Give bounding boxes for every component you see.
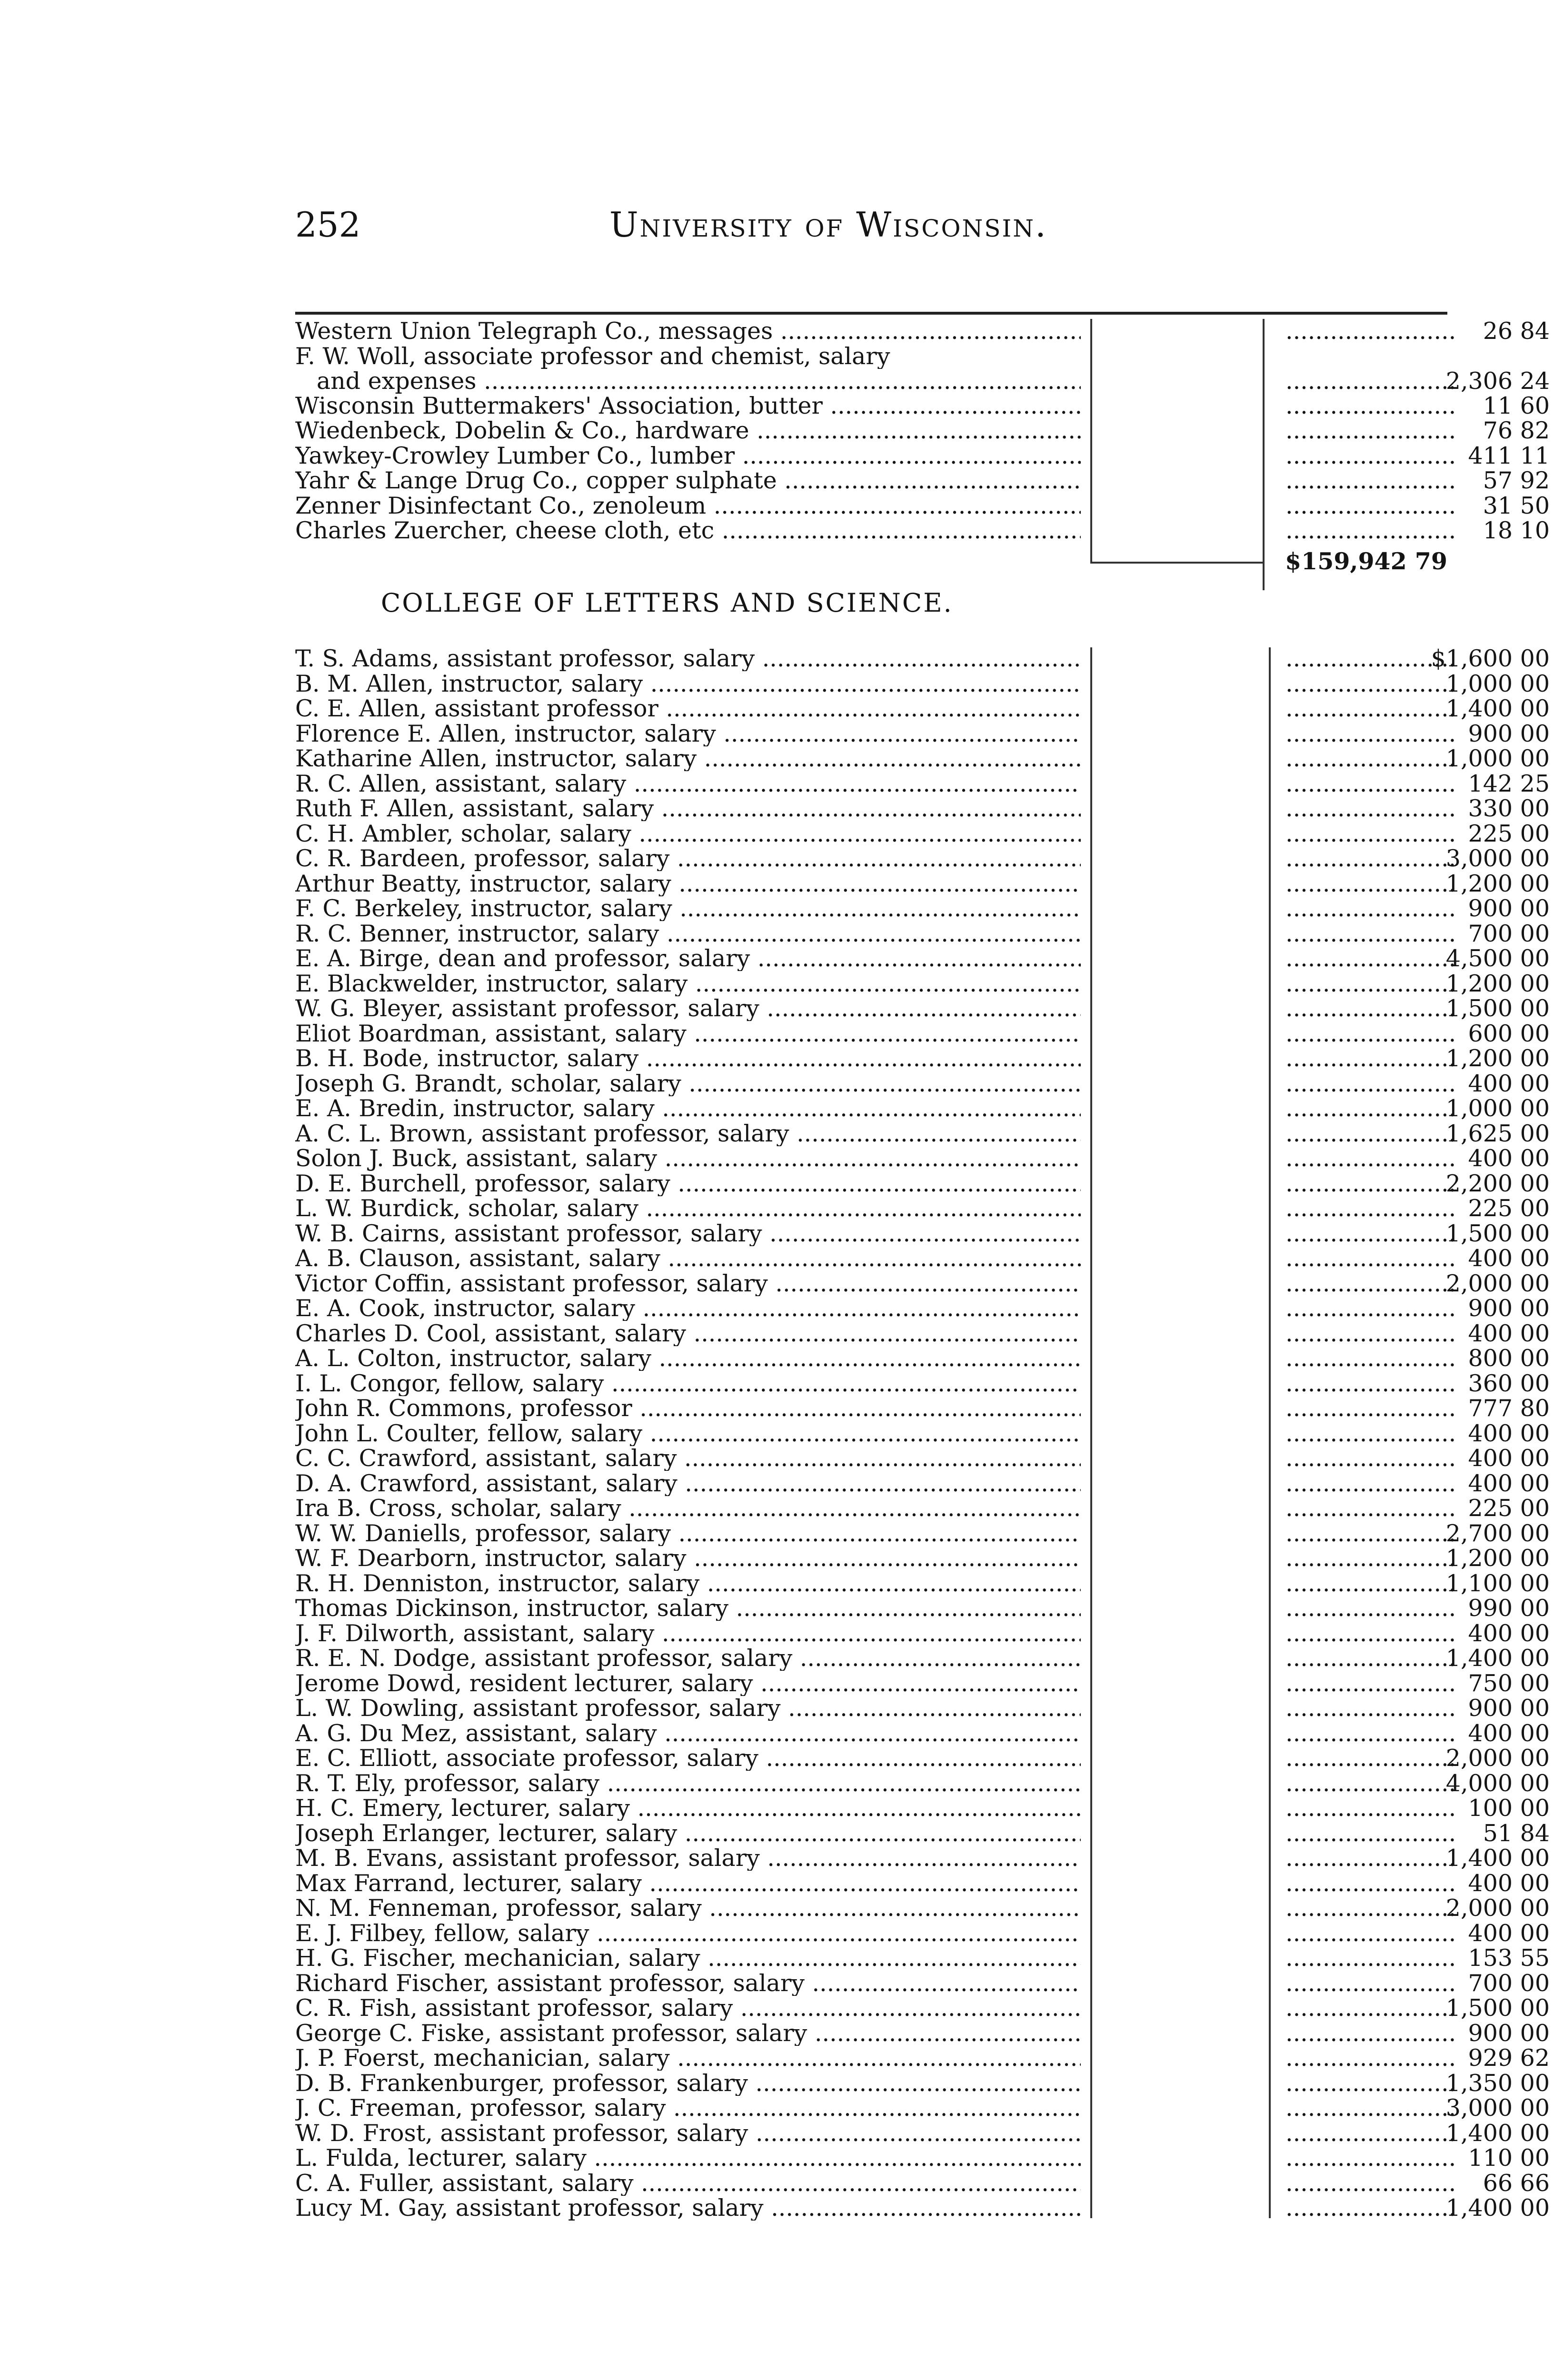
- row-amount: 400 00: [1468, 1419, 1550, 1447]
- ledger-row: [295, 1295, 1550, 1322]
- row-amount: 51 84: [1483, 1819, 1550, 1847]
- ledger-row: [295, 1195, 1550, 1222]
- total-column-leader: [1276, 922, 1457, 946]
- row-description: Joseph Erlanger, lecturer, salary .....: [295, 1821, 1081, 1846]
- ledger-row: [295, 920, 1550, 947]
- row-description: C. R. Fish, assistant professor, salary .....: [295, 1996, 1081, 2021]
- total-column-leader: [1276, 2171, 1457, 2196]
- row-description: H. C. Emery, lecturer, salary .....: [295, 1796, 1081, 1821]
- row-amount: 1,100 00: [1445, 1569, 1550, 1597]
- row-amount: 900 00: [1468, 895, 1550, 922]
- row-amount: 700 00: [1468, 920, 1550, 947]
- ledger-row: [295, 442, 1550, 469]
- row-description: George C. Fiske, assistant professor, salary .....: [295, 2021, 1081, 2046]
- row-amount: 1,200 00: [1445, 870, 1550, 897]
- ledger-row: [295, 492, 1550, 519]
- row-description: Jerome Dowd, resident lecturer, salary .....: [295, 1671, 1081, 1696]
- ledger-row: [295, 720, 1550, 747]
- ledger-row: [295, 1919, 1550, 1947]
- row-amount: 4,000 00: [1445, 1769, 1550, 1797]
- row-amount: 400 00: [1468, 1245, 1550, 1272]
- ledger-row: [295, 2169, 1550, 2197]
- row-description: W. F. Dearborn, instructor, salary .....: [295, 1546, 1081, 1571]
- ledger-row: [295, 1894, 1550, 1922]
- ledger-row: [295, 1345, 1550, 1372]
- row-amount: 750 00: [1468, 1669, 1550, 1697]
- total-column-leader: [1276, 872, 1457, 896]
- row-amount: 900 00: [1468, 2019, 1550, 2047]
- ledger-row: [295, 670, 1550, 697]
- total-column-leader: [1276, 369, 1457, 394]
- ledger-row: [295, 2044, 1550, 2072]
- total-column-leader: [1276, 1246, 1457, 1271]
- total-column-leader: [1276, 996, 1457, 1021]
- row-amount: 1,500 00: [1445, 995, 1550, 1022]
- ledger-row: [295, 1795, 1550, 1822]
- row-description: D. B. Frankenburger, professor, salary .....: [295, 2071, 1081, 2096]
- ledger-row: [295, 645, 1550, 672]
- row-amount: 1,000 00: [1445, 1095, 1550, 1122]
- ledger-row: [295, 1120, 1550, 1147]
- row-description: J. C. Freeman, professor, salary .....: [295, 2096, 1081, 2121]
- total-column-leader: [1276, 2021, 1457, 2046]
- total-column-leader: [1276, 696, 1457, 721]
- ledger-row: [295, 745, 1550, 772]
- row-amount: 2,306 24: [1445, 367, 1550, 395]
- row-description: Western Union Telegraph Co., messages .....: [295, 319, 1081, 344]
- row-description: Solon J. Buck, assistant, salary .....: [295, 1146, 1081, 1171]
- total-column-leader: [1276, 1071, 1457, 1096]
- ledger-row: [295, 1170, 1550, 1197]
- total-column-leader: [1276, 1696, 1457, 1721]
- row-description: E. Blackwelder, instructor, salary .....: [295, 972, 1081, 996]
- ledger-row: [295, 2194, 1550, 2221]
- row-amount: 1,200 00: [1445, 970, 1550, 997]
- total-column-leader: [1276, 1546, 1457, 1571]
- college-ledger-rows: [295, 645, 1550, 2221]
- row-description: R. H. Denniston, instructor, salary .....: [295, 1571, 1081, 1596]
- row-amount: 700 00: [1468, 1969, 1550, 1997]
- ledger-row: [295, 1395, 1550, 1422]
- row-description: E. A. Cook, instructor, salary .....: [295, 1296, 1081, 1321]
- row-amount: 1,500 00: [1445, 1994, 1550, 2022]
- row-description: R. T. Ely, professor, salary .....: [295, 1771, 1081, 1796]
- ledger-row: [295, 1769, 1550, 1797]
- total-column-leader: [1276, 1521, 1457, 1546]
- total-column-leader: [1276, 946, 1457, 971]
- ledger-row: [295, 1495, 1550, 1522]
- row-description: C. A. Fuller, assistant, salary .....: [295, 2171, 1081, 2196]
- total-column-leader: [1276, 1571, 1457, 1596]
- ledger-row: [295, 1319, 1550, 1347]
- row-amount: 1,400 00: [1445, 695, 1550, 722]
- total-column-leader: [1276, 1921, 1457, 1946]
- total-column-leader: [1276, 796, 1457, 821]
- total-column-leader: [1276, 1321, 1457, 1346]
- row-description: Florence E. Allen, instructor, salary .....: [295, 722, 1081, 746]
- ledger-row: [295, 1419, 1550, 1447]
- row-amount: 400 00: [1468, 1719, 1550, 1747]
- row-description: A. G. Du Mez, assistant, salary .....: [295, 1721, 1081, 1746]
- section-heading: COLLEGE OF LETTERS AND SCIENCE.: [381, 588, 953, 618]
- ledger-row: [295, 1545, 1550, 1572]
- page-number: 252: [295, 205, 361, 245]
- row-amount: 777 80: [1468, 1395, 1550, 1422]
- row-amount: 1,400 00: [1445, 2194, 1550, 2221]
- ledger-row: [295, 695, 1550, 722]
- total-column-leader: [1276, 444, 1457, 468]
- row-amount: 900 00: [1468, 720, 1550, 747]
- ledger-row: [295, 1969, 1550, 1997]
- total-column-leader: [1276, 468, 1457, 493]
- row-amount: 1,625 00: [1445, 1120, 1550, 1147]
- ledger-row: [295, 1095, 1550, 1122]
- row-amount: 400 00: [1468, 1919, 1550, 1947]
- ledger-row: [295, 417, 1550, 444]
- row-description: W. W. Daniells, professor, salary .....: [295, 1521, 1081, 1546]
- ledger-row: [295, 1595, 1550, 1622]
- row-description: Ruth F. Allen, assistant, salary .....: [295, 796, 1081, 821]
- row-amount: 1,350 00: [1445, 2069, 1550, 2097]
- row-description: E. A. Birge, dean and professor, salary .....: [295, 946, 1081, 971]
- ledger-row: [295, 1944, 1550, 1972]
- total-column-leader: [1276, 772, 1457, 796]
- total-column-leader: [1276, 2196, 1457, 2221]
- row-amount: 400 00: [1468, 1445, 1550, 1472]
- row-amount: 411 11: [1468, 442, 1550, 469]
- row-amount: 3,000 00: [1445, 845, 1550, 872]
- total-column-leader: [1276, 1021, 1457, 1046]
- row-description: C. E. Allen, assistant professor .....: [295, 696, 1081, 721]
- row-amount: 990 00: [1468, 1595, 1550, 1622]
- ledger-row: [295, 2094, 1550, 2122]
- row-amount: 26 84: [1483, 317, 1550, 345]
- total-column-leader: [1276, 1096, 1457, 1121]
- row-description: Max Farrand, lecturer, salary .....: [295, 1871, 1081, 1896]
- ledger-row: [295, 1369, 1550, 1397]
- ledger-row: [295, 995, 1550, 1022]
- row-description: F. C. Berkeley, instructor, salary .....: [295, 896, 1081, 921]
- total-column-leader: [1276, 1346, 1457, 1371]
- row-amount: 225 00: [1468, 820, 1550, 847]
- row-description: D. A. Crawford, assistant, salary .....: [295, 1471, 1081, 1496]
- row-description: Arthur Beatty, instructor, salary .....: [295, 872, 1081, 896]
- ledger-row: [295, 1045, 1550, 1072]
- ledger-row: [295, 795, 1550, 822]
- row-description: R. C. Benner, instructor, salary .....: [295, 922, 1081, 946]
- total-column-leader: [1276, 319, 1457, 344]
- total-column-leader: [1276, 1421, 1457, 1446]
- row-amount: 225 00: [1468, 1495, 1550, 1522]
- row-description: Wisconsin Buttermakers' Association, butter .....: [295, 394, 1081, 418]
- row-description: Yawkey-Crowley Lumber Co., lumber .....: [295, 444, 1081, 468]
- ledger-row: [295, 1145, 1550, 1172]
- ledger-row: [295, 1269, 1550, 1297]
- row-amount: 400 00: [1468, 1619, 1550, 1647]
- total-column-leader: [1276, 1271, 1457, 1296]
- row-amount: 400 00: [1468, 1319, 1550, 1347]
- ledger-row: [295, 2144, 1550, 2172]
- total-column-leader: [1276, 1721, 1457, 1746]
- row-amount: 900 00: [1468, 1695, 1550, 1722]
- ledger-row: [295, 392, 1550, 419]
- ledger-row: [295, 945, 1550, 972]
- ledger-row: [295, 1519, 1550, 1547]
- row-description: L. Fulda, lecturer, salary .....: [295, 2146, 1081, 2171]
- page-title: University of Wisconsin.: [609, 205, 1047, 245]
- total-column-leader: [1276, 1121, 1457, 1146]
- row-description: A. L. Colton, instructor, salary .....: [295, 1346, 1081, 1371]
- total-column-leader: [1276, 394, 1457, 418]
- row-amount: $1,600 00: [1431, 645, 1550, 672]
- total-column-leader: [1276, 1446, 1457, 1471]
- row-description: M. B. Evans, assistant professor, salary .....: [295, 1846, 1081, 1871]
- total-column-leader: [1276, 2096, 1457, 2121]
- total-column-leader: [1276, 1646, 1457, 1671]
- ledger-row: [295, 2069, 1550, 2097]
- ledger-row: [295, 317, 1550, 345]
- total-column-leader: [1276, 1996, 1457, 2021]
- total-column-leader: [1276, 1796, 1457, 1821]
- row-description: John R. Commons, professor .....: [295, 1396, 1081, 1421]
- row-amount: 1,500 00: [1445, 1220, 1550, 1247]
- total-column-leader: [1276, 822, 1457, 846]
- row-amount: 330 00: [1468, 795, 1550, 822]
- row-amount: 2,000 00: [1445, 1745, 1550, 1772]
- row-amount: 142 25: [1468, 770, 1550, 797]
- section-total: $159,942 79: [1285, 547, 1447, 575]
- ledger-row: [295, 1869, 1550, 1897]
- total-column-leader: [1276, 1296, 1457, 1321]
- total-column-leader: [1276, 1621, 1457, 1646]
- row-amount: 600 00: [1468, 1020, 1550, 1047]
- row-amount: 110 00: [1468, 2144, 1550, 2172]
- total-column-leader: [1276, 746, 1457, 771]
- row-amount: 1,400 00: [1445, 2119, 1550, 2147]
- row-amount: 1,000 00: [1445, 745, 1550, 772]
- total-column-leader: [1276, 518, 1457, 543]
- row-amount: 2,200 00: [1445, 1170, 1550, 1197]
- ledger-row: [295, 2019, 1550, 2047]
- row-description: Zenner Disinfectant Co., zenoleum .....: [295, 494, 1081, 518]
- ledger-row: [295, 895, 1550, 922]
- row-description: W. D. Frost, assistant professor, salary .....: [295, 2121, 1081, 2146]
- total-column-leader: [1276, 1946, 1457, 1971]
- row-amount: 1,200 00: [1445, 1045, 1550, 1072]
- total-column-leader: [1276, 418, 1457, 443]
- ledger-row: [295, 2119, 1550, 2147]
- ledger-row: [295, 517, 1550, 544]
- total-column-leader: [1276, 1846, 1457, 1871]
- row-amount: 1,400 00: [1445, 1844, 1550, 1872]
- total-column-leader: [1276, 1971, 1457, 1996]
- row-amount: 2,000 00: [1445, 1894, 1550, 1922]
- row-amount: 400 00: [1468, 1869, 1550, 1897]
- ledger-row: [295, 1220, 1550, 1247]
- row-description: L. W. Dowling, assistant professor, salary .....: [295, 1696, 1081, 1721]
- total-column-leader: [1276, 646, 1457, 671]
- total-column-leader: [1276, 1396, 1457, 1421]
- row-description: T. S. Adams, assistant professor, salary .....: [295, 646, 1081, 671]
- row-description: Thomas Dickinson, instructor, salary .....: [295, 1596, 1081, 1621]
- ledger-row: [295, 820, 1550, 847]
- row-description: A. B. Clauson, assistant, salary .....: [295, 1246, 1081, 1271]
- total-column-leader: [1276, 494, 1457, 518]
- row-amount: 225 00: [1468, 1195, 1550, 1222]
- row-description: W. G. Bleyer, assistant professor, salary .....: [295, 996, 1081, 1021]
- total-column-leader: [1276, 972, 1457, 996]
- row-description: Ira B. Cross, scholar, salary .....: [295, 1496, 1081, 1521]
- row-amount: 18 10: [1483, 517, 1550, 544]
- ledger-row: [295, 870, 1550, 897]
- total-column-leader: [1276, 1146, 1457, 1171]
- row-amount: 57 92: [1483, 467, 1550, 494]
- ledger-row: [295, 970, 1550, 997]
- row-amount: 1,400 00: [1445, 1645, 1550, 1672]
- row-amount: 1,200 00: [1445, 1545, 1550, 1572]
- total-column-leader: [1276, 2121, 1457, 2146]
- row-description-continued: and expenses .....: [317, 369, 1081, 394]
- total-column-leader: [1276, 1046, 1457, 1071]
- row-description: C. C. Crawford, assistant, salary .....: [295, 1446, 1081, 1471]
- total-column-leader: [1276, 1671, 1457, 1696]
- row-description: E. J. Filbey, fellow, salary .....: [295, 1921, 1081, 1946]
- row-amount: 4,500 00: [1445, 945, 1550, 972]
- row-description: Eliot Boardman, assistant, salary .....: [295, 1021, 1081, 1046]
- row-amount: 800 00: [1468, 1345, 1550, 1372]
- total-column-leader: [1276, 1371, 1457, 1396]
- total-column-leader: [1276, 1871, 1457, 1896]
- row-description: Richard Fischer, assistant professor, salary .....: [295, 1971, 1081, 1996]
- row-amount: 66 66: [1483, 2169, 1550, 2197]
- row-description: H. G. Fischer, mechanician, salary .....: [295, 1946, 1081, 1971]
- ledger-row: [295, 1669, 1550, 1697]
- ledger-row: [295, 1719, 1550, 1747]
- row-amount: 1,000 00: [1445, 670, 1550, 697]
- row-description: W. B. Cairns, assistant professor, salary .....: [295, 1221, 1081, 1246]
- ledger-row: [295, 1445, 1550, 1472]
- ledger-row: [295, 1645, 1550, 1672]
- row-description: John L. Coulter, fellow, salary .....: [295, 1421, 1081, 1446]
- total-column-leader: [1276, 2146, 1457, 2171]
- ledger-row: [295, 845, 1550, 872]
- total-column-leader: [1276, 1896, 1457, 1921]
- ledger-row: [295, 1844, 1550, 1872]
- row-description: Yahr & Lange Drug Co., copper sulphate .....: [295, 468, 1081, 493]
- row-amount: 31 50: [1483, 492, 1550, 519]
- row-description: Joseph G. Brandt, scholar, salary .....: [295, 1071, 1081, 1096]
- row-description: C. R. Bardeen, professor, salary .....: [295, 846, 1081, 871]
- total-column-leader: [1276, 1821, 1457, 1846]
- total-column-leader: [1276, 2071, 1457, 2096]
- row-description: E. A. Bredin, instructor, salary .....: [295, 1096, 1081, 1121]
- row-description: N. M. Fenneman, professor, salary .....: [295, 1896, 1081, 1921]
- row-amount: 2,700 00: [1445, 1519, 1550, 1547]
- row-amount: 360 00: [1468, 1369, 1550, 1397]
- row-amount: 400 00: [1468, 1145, 1550, 1172]
- total-column-leader: [1276, 722, 1457, 746]
- total-column-leader: [1276, 1171, 1457, 1196]
- ledger-row: [295, 1245, 1550, 1272]
- row-amount: 2,000 00: [1445, 1269, 1550, 1297]
- total-column-leader: [1276, 1471, 1457, 1496]
- ledger-row: [295, 1070, 1550, 1097]
- row-description: R. C. Allen, assistant, salary .....: [295, 772, 1081, 796]
- row-description: E. C. Elliott, associate professor, salary .....: [295, 1746, 1081, 1771]
- row-amount: 153 55: [1468, 1944, 1550, 1972]
- row-description: Katharine Allen, instructor, salary .....: [295, 746, 1081, 771]
- row-amount: 100 00: [1468, 1795, 1550, 1822]
- row-description: J. P. Foerst, mechanician, salary .....: [295, 2046, 1081, 2071]
- row-description: Charles Zuercher, cheese cloth, etc .....: [295, 518, 1081, 543]
- ledger-row: [295, 1994, 1550, 2022]
- row-description: C. H. Ambler, scholar, salary .....: [295, 822, 1081, 846]
- total-column-leader: [1276, 1196, 1457, 1221]
- total-column-leader: [1276, 1771, 1457, 1796]
- row-amount: 400 00: [1468, 1469, 1550, 1497]
- row-amount: 3,000 00: [1445, 2094, 1550, 2122]
- ledger-row: [295, 770, 1550, 797]
- row-description: Charles D. Cool, assistant, salary .....: [295, 1321, 1081, 1346]
- row-description: Lucy M. Gay, assistant professor, salary .....: [295, 2196, 1081, 2221]
- row-description: I. L. Congor, fellow, salary .....: [295, 1371, 1081, 1396]
- total-column-leader: [1276, 1596, 1457, 1621]
- ledger-row: [295, 1619, 1550, 1647]
- total-column-leader: [1276, 1496, 1457, 1521]
- row-description: D. E. Burchell, professor, salary .....: [295, 1171, 1081, 1196]
- header-rule: [295, 312, 1447, 315]
- ledger-row: [295, 1020, 1550, 1047]
- total-column-leader: [1276, 1746, 1457, 1771]
- ledger-row: [295, 1695, 1550, 1722]
- total-column-leader: [1276, 672, 1457, 696]
- ledger-row: [295, 1819, 1550, 1847]
- row-description: Wiedenbeck, Dobelin & Co., hardware .....: [295, 418, 1081, 443]
- ledger-row: [295, 1569, 1550, 1597]
- page-header: [295, 205, 1447, 262]
- ledger-row: [295, 1469, 1550, 1497]
- row-description: L. W. Burdick, scholar, salary .....: [295, 1196, 1081, 1221]
- ledger-row: [295, 344, 1550, 395]
- total-column-leader: [1276, 1221, 1457, 1246]
- row-description: J. F. Dilworth, assistant, salary .....: [295, 1621, 1081, 1646]
- row-amount: 900 00: [1468, 1295, 1550, 1322]
- total-column-leader: [1276, 846, 1457, 871]
- row-amount: 11 60: [1483, 392, 1550, 419]
- row-amount: 400 00: [1468, 1070, 1550, 1097]
- row-description: B. M. Allen, instructor, salary .....: [295, 672, 1081, 696]
- total-column-leader: [1276, 2046, 1457, 2071]
- top-ledger-rows: [295, 317, 1550, 544]
- row-description: R. E. N. Dodge, assistant professor, salary .....: [295, 1646, 1081, 1671]
- total-column-leader: [1276, 896, 1457, 921]
- row-description: Victor Coffin, assistant professor, salary .....: [295, 1271, 1081, 1296]
- ledger-row: [295, 1745, 1550, 1772]
- row-amount: 929 62: [1468, 2044, 1550, 2072]
- row-description: B. H. Bode, instructor, salary .....: [295, 1046, 1081, 1071]
- row-description: A. C. L. Brown, assistant professor, salary .....: [295, 1121, 1081, 1146]
- row-amount: 76 82: [1483, 417, 1550, 444]
- row-description: F. W. Woll, associate professor and chemist, salary: [295, 344, 890, 369]
- ledger-row: [295, 467, 1550, 494]
